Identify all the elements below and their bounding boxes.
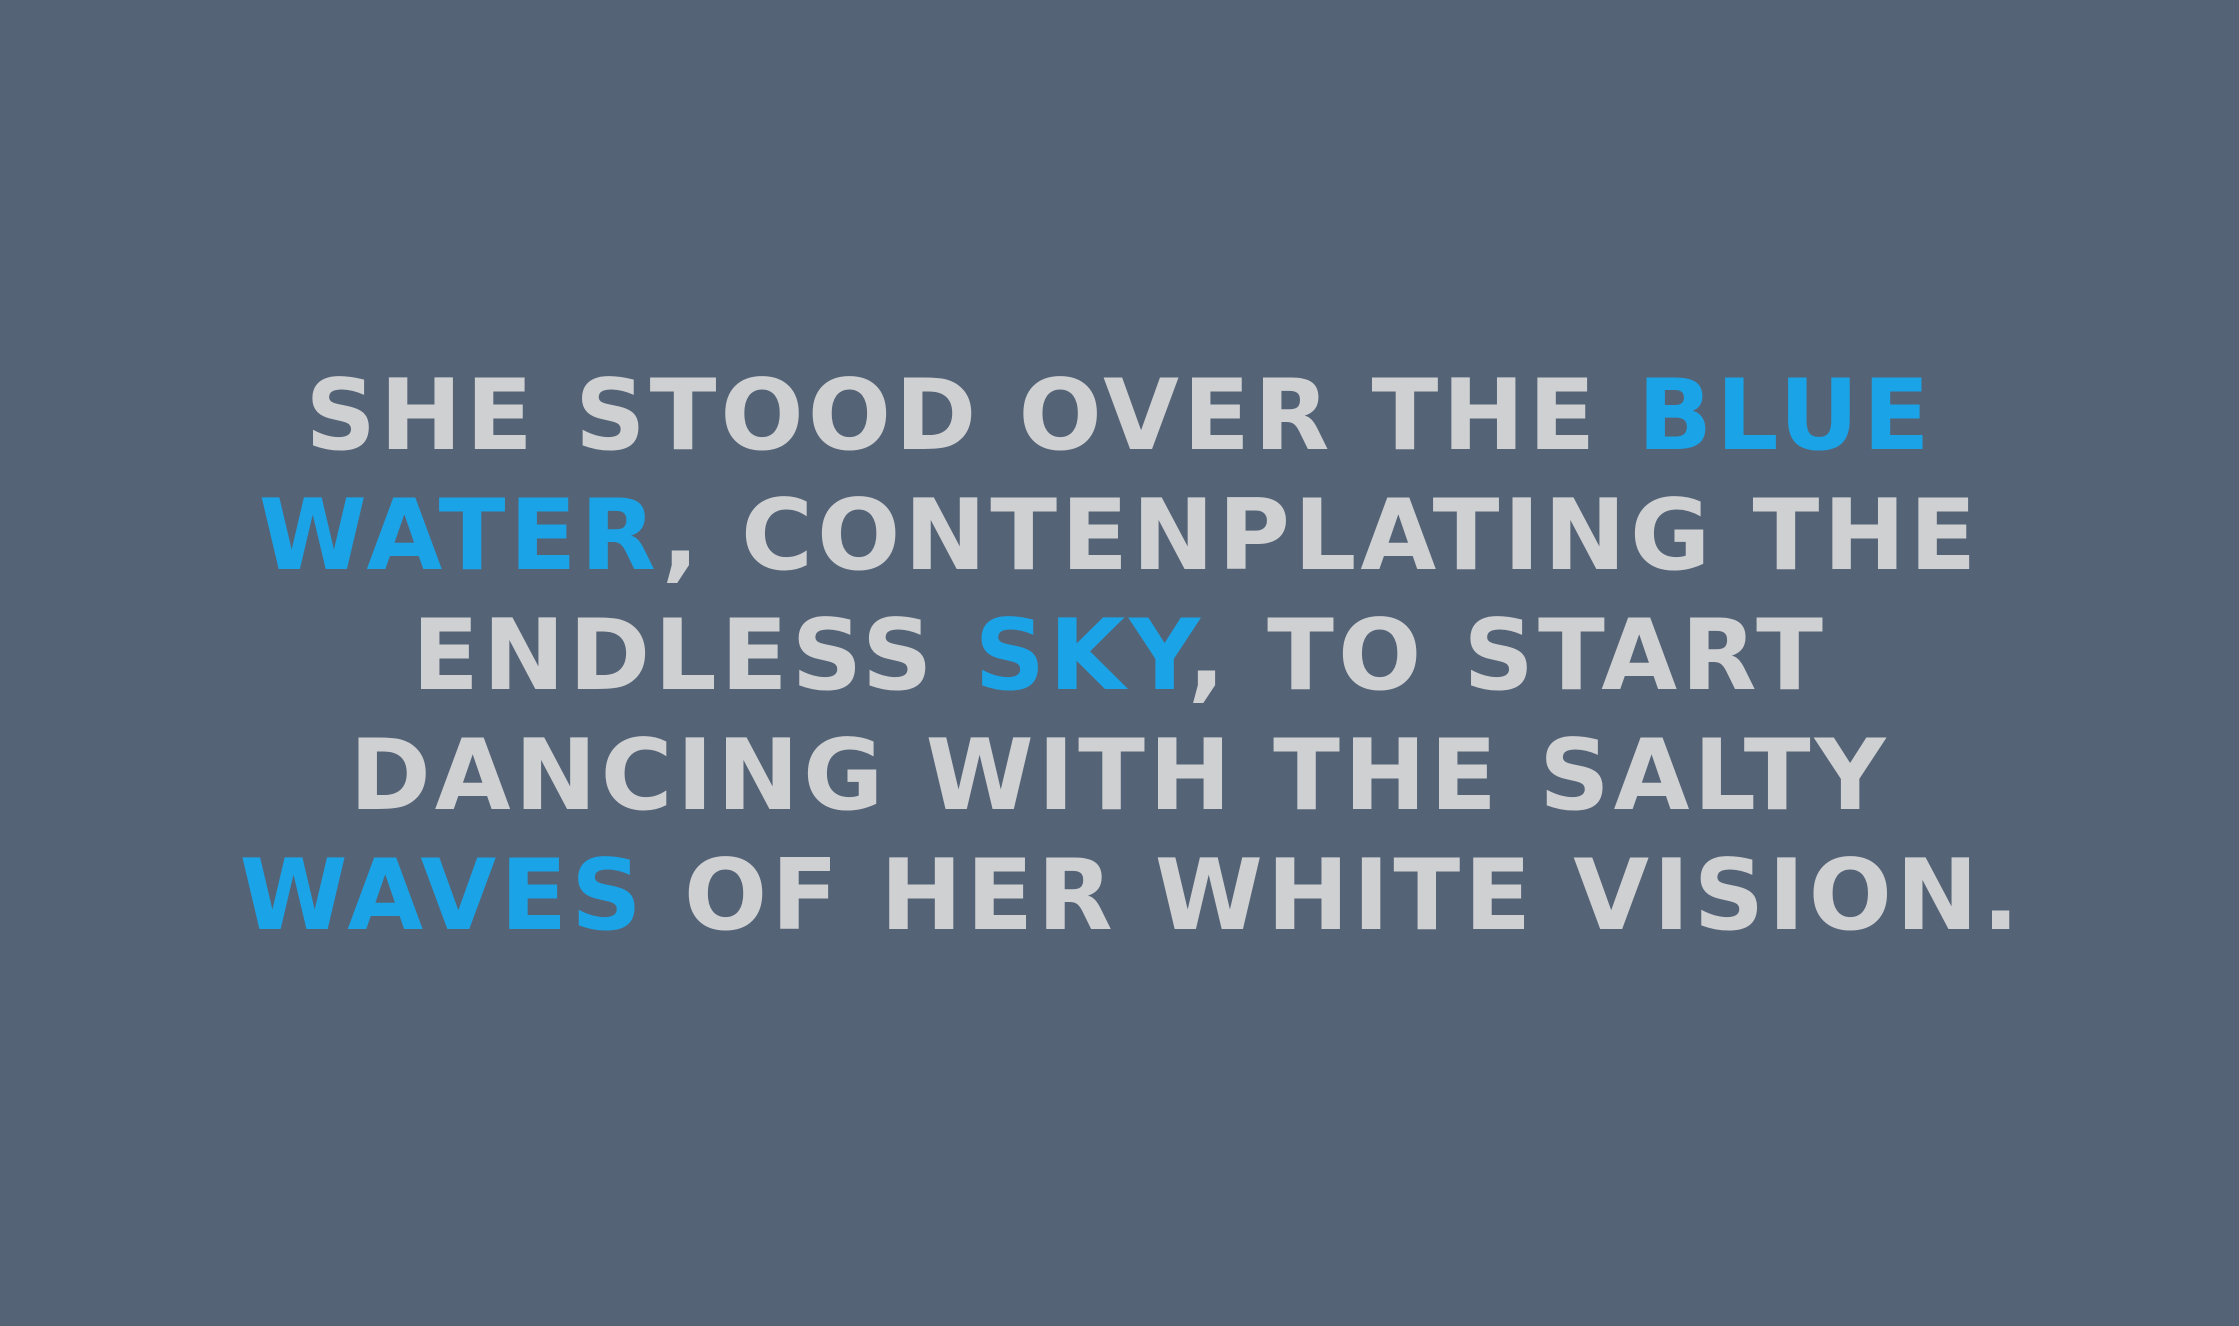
quote-segment: SHE STOOD OVER THE xyxy=(305,358,1638,473)
highlight-word-water: WATER xyxy=(258,478,662,593)
quote-line-2 xyxy=(240,476,2000,596)
highlight-word-waves: WAVES xyxy=(239,838,646,953)
quote-segment: OF HER WHITE VISION. xyxy=(645,838,2024,953)
quote-segment: ENDLESS xyxy=(411,598,975,713)
quote-line-3 xyxy=(240,596,2000,716)
highlight-word-blue: BLUE xyxy=(1637,358,1934,473)
quote-line-5 xyxy=(239,836,2024,956)
quote-segment: DANCING WITH THE SALTY xyxy=(349,718,1890,833)
quote-segment: , TO START xyxy=(1187,598,1828,713)
highlight-word-sky: SKY xyxy=(974,598,1188,713)
quote-segment: , CONTENPLATING THE xyxy=(661,478,1981,593)
quote-text xyxy=(239,356,2024,956)
quote-line-4 xyxy=(240,716,2000,836)
quote-line-1 xyxy=(240,356,2000,476)
